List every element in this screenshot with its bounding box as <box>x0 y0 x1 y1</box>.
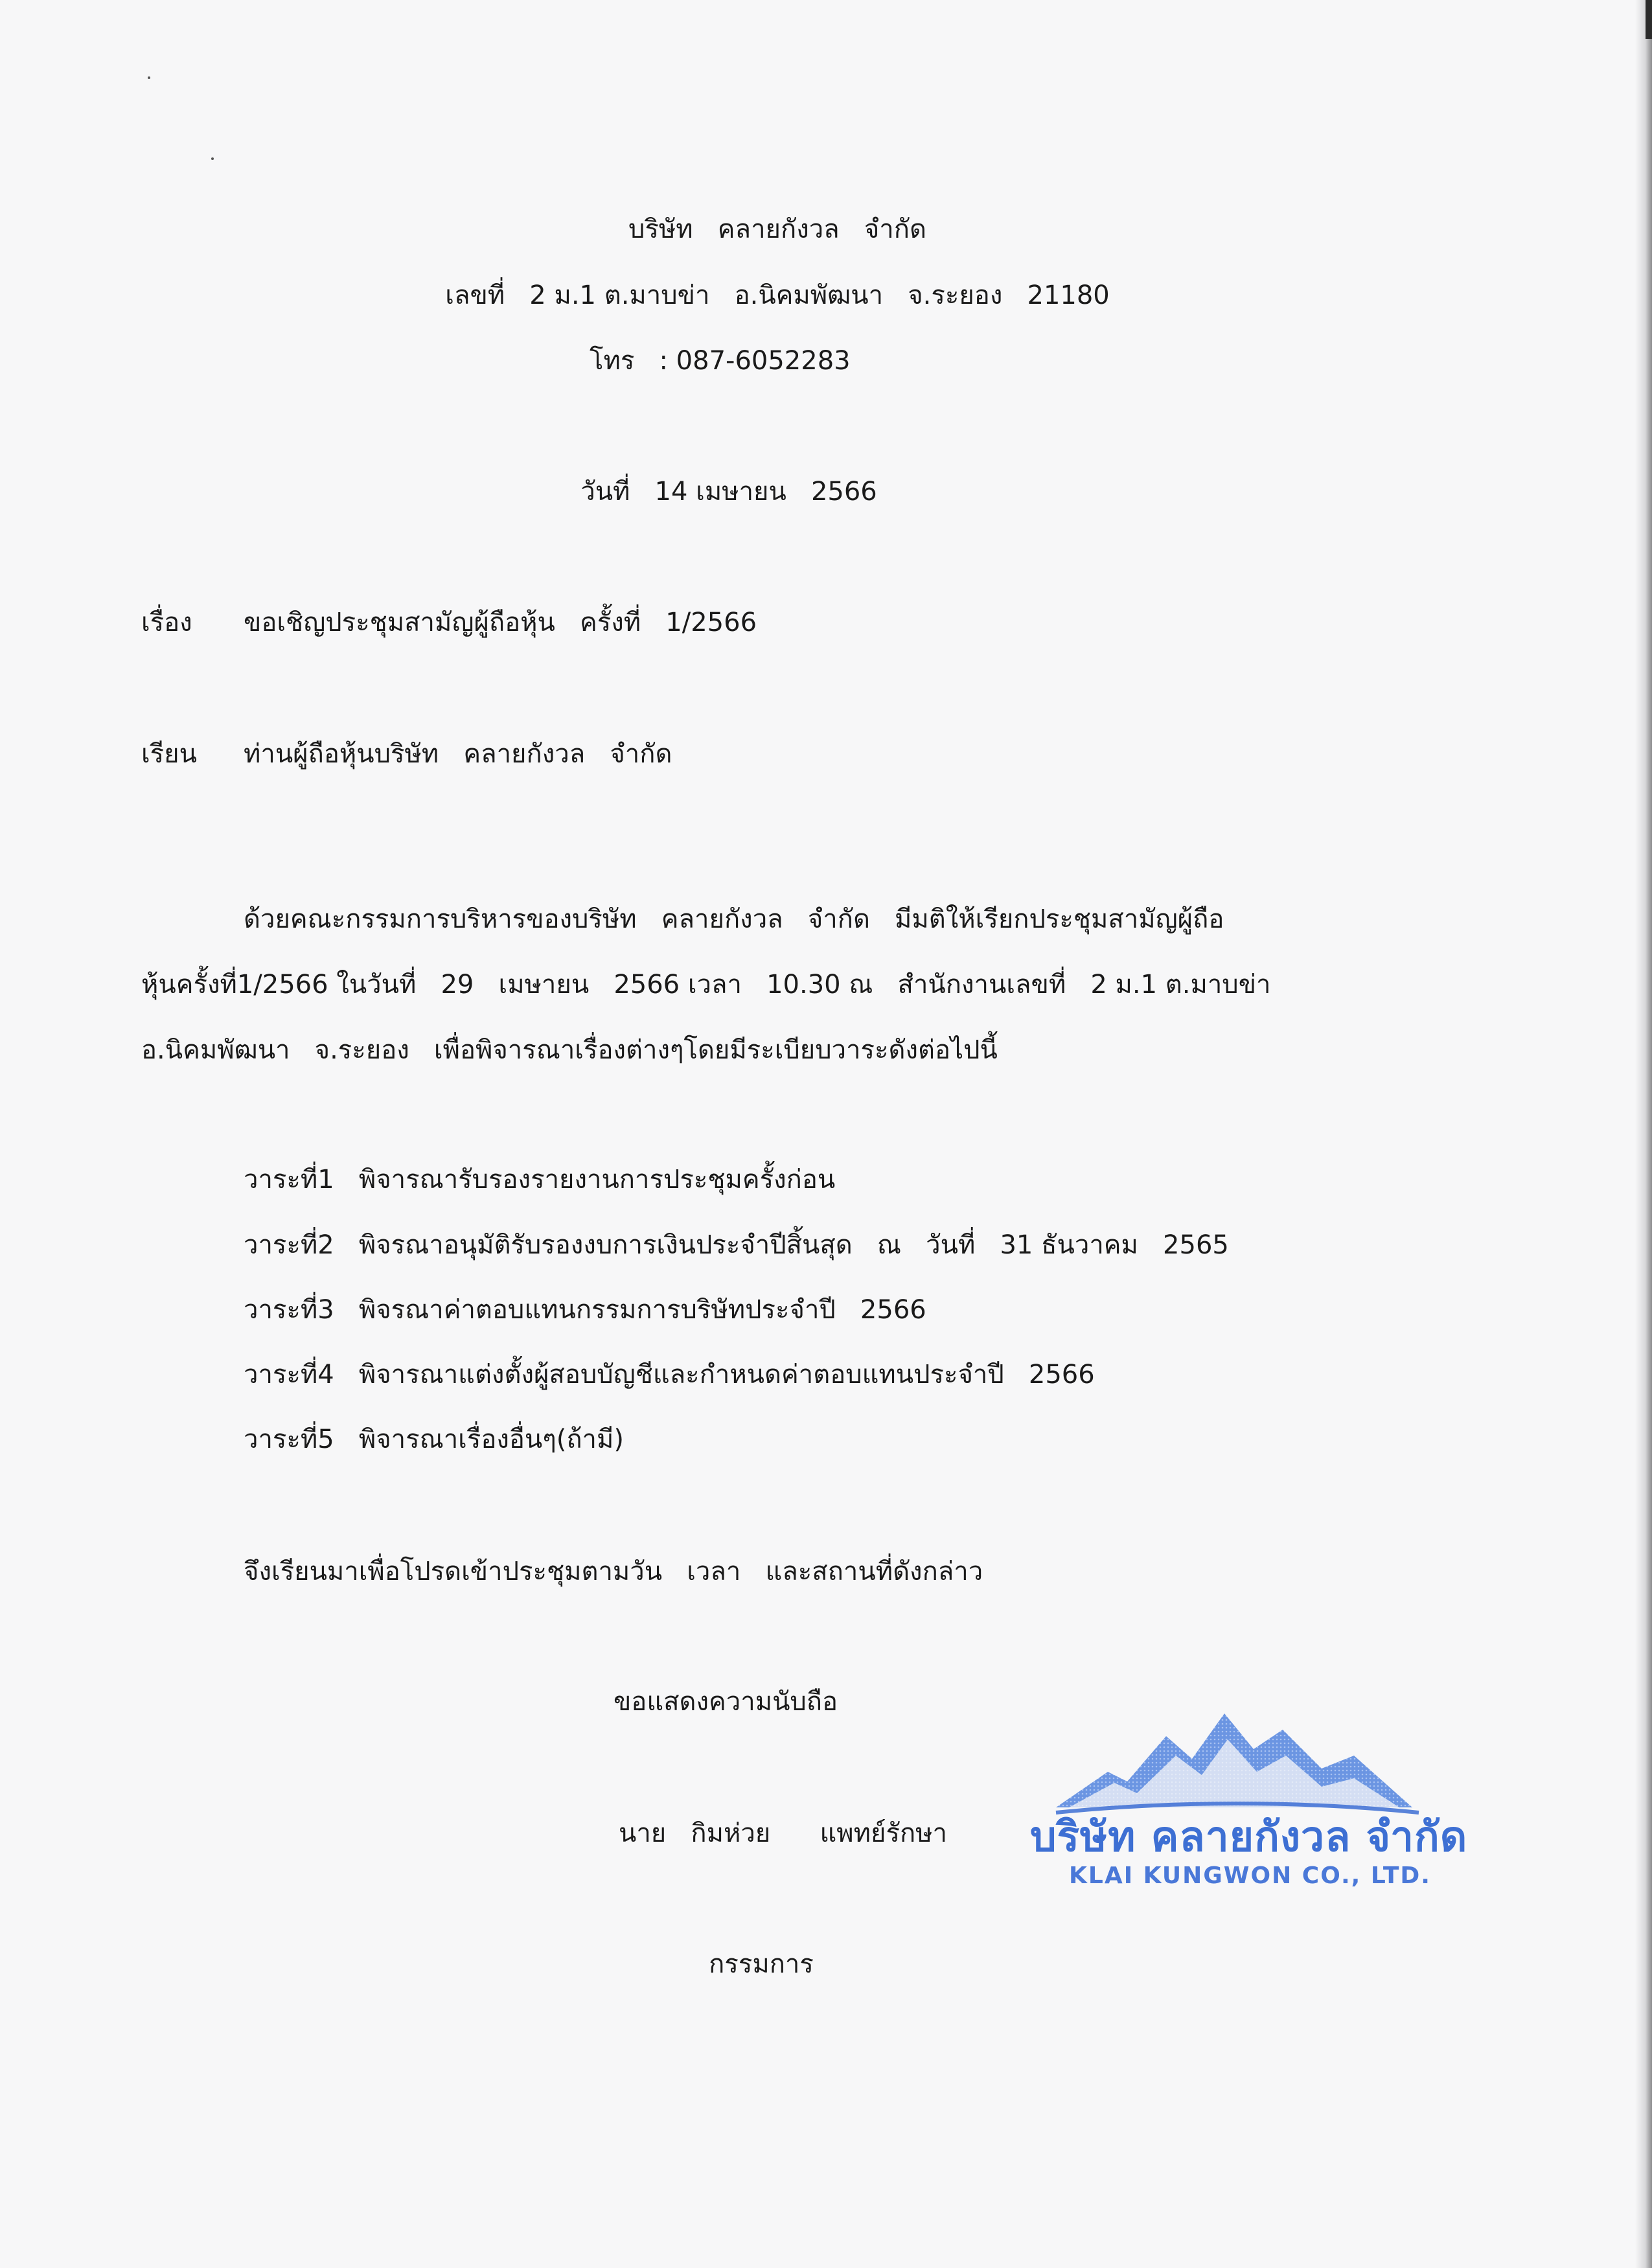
agenda-item: วาระที่2 พิจรณาอนุมัติรับรองงบการเงินประจำปีสิ้นสุด ณ วันที่ 31 ธันวาคม 2565 <box>244 1230 1229 1260</box>
agenda-item: วาระที่5 พิจารณาเรื่องอื่นๆ(ถ้ามี) <box>244 1425 624 1454</box>
recipient-text: ท่านผู้ถือหุ้นบริษัท คลายกังวล จำกัด <box>244 739 672 769</box>
signer-name: นาย กิมห่วย แพทย์รักษา <box>619 1818 948 1848</box>
letterhead-company: บริษัท คลายกังวล จำกัด <box>628 214 926 244</box>
scan-speck <box>148 76 150 79</box>
letter-date: วันที่ 14 เมษายน 2566 <box>580 477 877 507</box>
signer-role: กรรมการ <box>709 1949 814 1979</box>
stamp-english-name: KLAI KUNGWON CO., LTD. <box>1069 1862 1431 1889</box>
company-stamp <box>1030 1710 1468 1905</box>
stamp-thai-name: บริษัท คลายกังวล จำกัด <box>1030 1813 1468 1861</box>
body-line-2: หุ้นครั้งที่1/2566 ในวันที่ 29 เมษายน 2566 เวลา 10.30 ณ สำนักงานเลขที่ 2 ม.1 ต.มาบข่า <box>141 970 1271 1000</box>
letterhead-phone: โทร : 087-6052283 <box>590 346 851 376</box>
subject-label: เรื่อง <box>141 608 192 637</box>
agenda-item: วาระที่3 พิจรณาค่าตอบแทนกรรมการบริษัทประจำปี 2566 <box>244 1295 926 1325</box>
subject-text: ขอเชิญประชุมสามัญผู้ถือหุ้น ครั้งที่ 1/2566 <box>244 608 757 637</box>
scan-edge-shadow <box>1635 0 1652 2268</box>
regards: ขอแสดงความนับถือ <box>613 1687 838 1717</box>
body-line-1: ด้วยคณะกรรมการบริหารของบริษัท คลายกังวล จำกัด มีมติให้เรียกประชุมสามัญผู้ถือ <box>244 904 1224 934</box>
agenda-item: วาระที่4 พิจารณาแต่งตั้งผู้สอบบัญชีและกำหนดค่าตอบแทนประจำปี 2566 <box>244 1360 1095 1390</box>
letterhead-address: เลขที่ 2 ม.1 ต.มาบข่า อ.นิคมพัฒนา จ.ระยอง 21180 <box>445 281 1110 310</box>
body-line-3: อ.นิคมพัฒนา จ.ระยอง เพื่อพิจารณาเรื่องต่างๆโดยมีระเบียบวาระดังต่อไปนี้ <box>141 1035 998 1065</box>
closing-statement: จึงเรียนมาเพื่อโปรดเข้าประชุมตามวัน เวลา และสถานที่ดังกล่าว <box>244 1557 983 1586</box>
stamp-mountains-icon <box>1030 1710 1432 1820</box>
recipient-label: เรียน <box>141 739 197 769</box>
agenda-item: วาระที่1 พิจารณารับรองรายงานการประชุมครั้งก่อน <box>244 1165 836 1195</box>
scan-speck <box>211 157 214 160</box>
scan-edge-mark <box>1646 0 1652 39</box>
